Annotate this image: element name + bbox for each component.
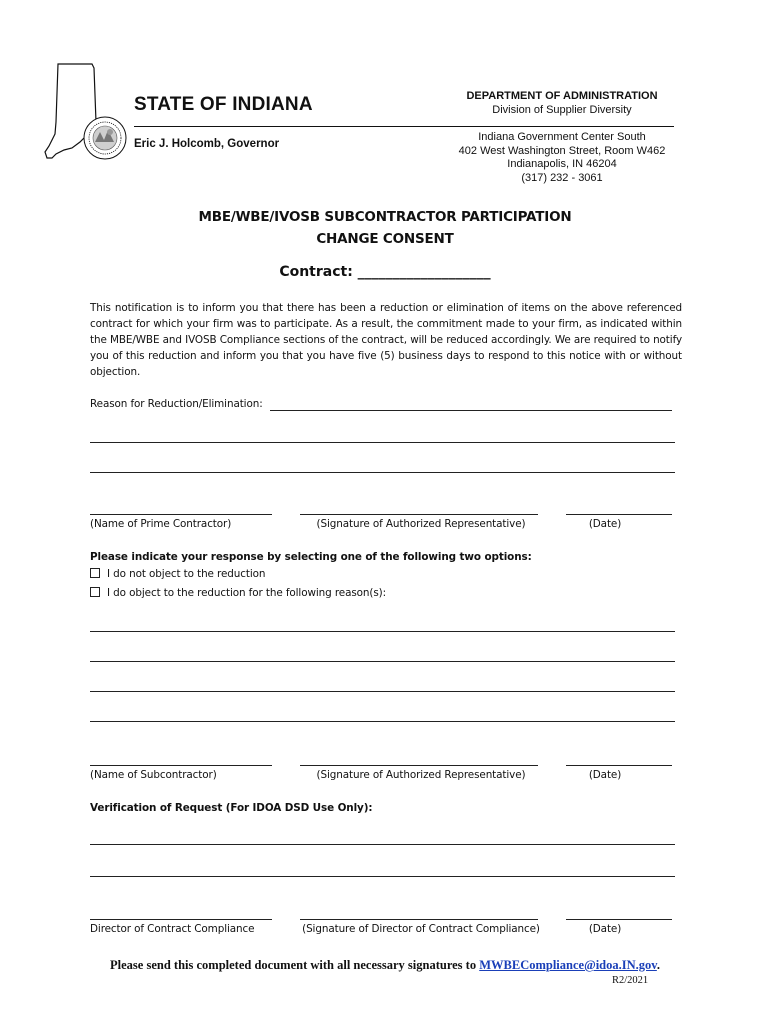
address-line: 402 West Washington Street, Room W462 bbox=[458, 144, 666, 157]
director-name-line[interactable] bbox=[90, 919, 272, 920]
document-title bbox=[0, 206, 770, 250]
objection-input-line[interactable] bbox=[90, 631, 675, 632]
verification-input-line[interactable] bbox=[90, 876, 675, 877]
title-line-2: CHANGE CONSENT bbox=[316, 231, 454, 247]
prime-date-line[interactable] bbox=[566, 514, 672, 515]
option-no-objection[interactable] bbox=[90, 568, 265, 580]
director-name-caption: Director of Contract Compliance bbox=[90, 923, 255, 935]
sub-signature-line[interactable] bbox=[300, 765, 538, 766]
option-label: I do not object to the reduction bbox=[107, 568, 266, 580]
contract-field[interactable]: Contract: ___________________ bbox=[279, 264, 491, 280]
sub-name-caption: (Name of Subcontractor) bbox=[90, 769, 217, 781]
prime-name-line[interactable] bbox=[90, 514, 272, 515]
compliance-email-link[interactable]: MWBECompliance@idoa.IN.gov bbox=[479, 958, 657, 972]
objection-input-line[interactable] bbox=[90, 721, 675, 722]
checkbox[interactable] bbox=[90, 568, 100, 578]
governor-name: Eric J. Holcomb, Governor bbox=[134, 138, 280, 150]
department-title: DEPARTMENT OF ADMINISTRATION bbox=[466, 90, 658, 102]
footer-instructions bbox=[0, 958, 770, 973]
prime-name-caption: (Name of Prime Contractor) bbox=[90, 518, 232, 530]
department-address bbox=[440, 131, 684, 185]
reason-input-line[interactable] bbox=[90, 472, 675, 473]
notice-paragraph: This notification is to inform you that there has been a reduction or elimination of items on the above referenced contract for which your firm was to participate. As a result, the commitment made to your firm, as indicated within the MBE/WBE and IVOSB Compliance sections of the contract, will be reduced accordingly. We are required to notify you of this reduction and inform you that you have five (5) business days to respond to this notice with or without objection. bbox=[90, 302, 682, 378]
option-objection[interactable] bbox=[90, 587, 386, 599]
sub-signature-caption: (Signature of Authorized Representative) bbox=[316, 769, 526, 781]
verification-input-line[interactable] bbox=[90, 844, 675, 845]
prime-signature-line[interactable] bbox=[300, 514, 538, 515]
address-line: Indiana Government Center South bbox=[478, 131, 646, 143]
response-prompt: Please indicate your response by selecting one of the following two options: bbox=[90, 551, 532, 563]
objection-input-line[interactable] bbox=[90, 691, 675, 692]
prime-date-caption: (Date) bbox=[588, 518, 622, 530]
address-line: (317) 232 - 3061 bbox=[521, 171, 603, 184]
state-title: STATE OF INDIANA bbox=[134, 94, 313, 115]
title-line-1: MBE/WBE/IVOSB SUBCONTRACTOR PARTICIPATION bbox=[198, 209, 572, 225]
sub-date-line[interactable] bbox=[566, 765, 672, 766]
reason-input-line[interactable] bbox=[270, 410, 672, 411]
director-date-line[interactable] bbox=[566, 919, 672, 920]
objection-input-line[interactable] bbox=[90, 661, 675, 662]
division-name: Division of Supplier Diversity bbox=[492, 104, 632, 116]
director-signature-line[interactable] bbox=[300, 919, 538, 920]
verification-label: Verification of Request (For IDOA DSD Use Only): bbox=[90, 802, 373, 814]
revision-label: R2/2021 bbox=[612, 975, 649, 986]
director-date-caption: (Date) bbox=[588, 923, 622, 935]
indiana-state-seal-icon bbox=[42, 62, 134, 164]
option-label: I do object to the reduction for the following reason(s): bbox=[107, 587, 387, 599]
reason-label: Reason for Reduction/Elimination: bbox=[90, 398, 263, 410]
footer-end: . bbox=[656, 958, 660, 972]
checkbox[interactable] bbox=[90, 587, 100, 597]
sub-date-caption: (Date) bbox=[588, 769, 622, 781]
address-line: Indianapolis, IN 46204 bbox=[507, 158, 617, 170]
prime-signature-caption: (Signature of Authorized Representative) bbox=[316, 518, 526, 530]
header-divider bbox=[134, 126, 674, 127]
sub-name-line[interactable] bbox=[90, 765, 272, 766]
footer-text: Please send this completed document with all necessary signatures to bbox=[110, 958, 480, 972]
director-signature-caption: (Signature of Director of Contract Compliance) bbox=[302, 923, 540, 935]
reason-input-line[interactable] bbox=[90, 442, 675, 443]
